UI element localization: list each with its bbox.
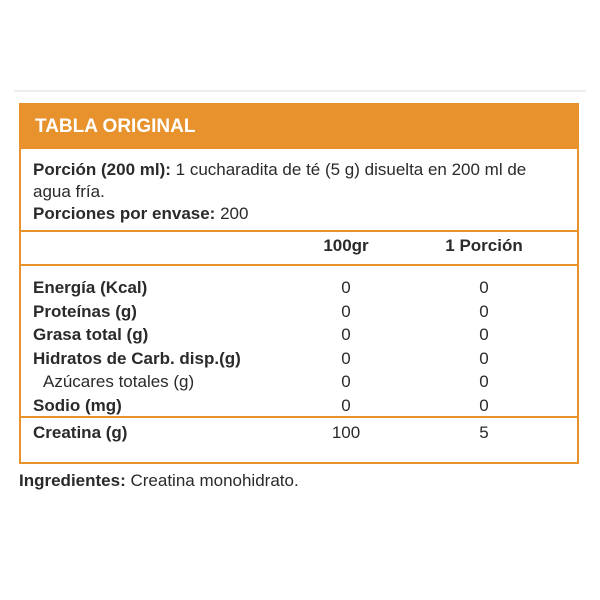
nutrient-value-100gr: 0 [341, 325, 351, 344]
nutrient-value-100gr: 0 [341, 348, 351, 368]
creatina-value-100gr: 100 [331, 423, 361, 442]
servings-value: 200 [215, 204, 249, 223]
column-header-row [21, 232, 577, 266]
nutrient-value-portion: 0 [479, 348, 489, 368]
portion-line [33, 159, 565, 181]
column-header-portion: 1 Porción [445, 236, 523, 255]
portion-text: 1 cucharadita de té (5 g) disuelta en 200 ml de [170, 160, 527, 179]
nutrient-label: Proteínas (g) [33, 301, 137, 321]
nutrient-value-portion: 0 [479, 278, 489, 297]
table-row [21, 300, 577, 324]
nutrient-value-100gr: 0 [341, 278, 351, 297]
table-row [21, 347, 577, 371]
creatina-row [21, 418, 577, 448]
creatina-value-portion: 5 [479, 423, 489, 442]
column-header-100gr: 100gr [323, 236, 369, 255]
table-row [21, 323, 577, 347]
nutrient-value-portion: 0 [479, 372, 489, 391]
nutrient-label: Hidratos de Carb. disp.(g) [33, 348, 241, 368]
ingredients-label: Ingredientes: [19, 471, 126, 490]
top-divider [14, 90, 586, 92]
creatina-label: Creatina (g) [33, 423, 128, 442]
nutrient-label: Sodio (mg) [33, 395, 122, 415]
table-row [21, 276, 577, 300]
nutrient-value-100gr: 0 [341, 301, 351, 321]
table-row [21, 394, 577, 418]
table-header: TABLA ORIGINAL [21, 105, 577, 149]
nutrient-value-100gr: 0 [341, 372, 351, 391]
nutrient-sublabel: Azúcares totales (g) [43, 372, 195, 391]
nutrient-label: Energía (Kcal) [33, 278, 148, 297]
servings-line [33, 203, 565, 225]
nutrient-value-portion: 0 [479, 301, 489, 321]
table-row [21, 370, 577, 394]
portion-label: Porción (200 ml): [33, 160, 171, 179]
nutrient-list [21, 266, 577, 418]
nutrient-value-portion: 0 [479, 325, 489, 344]
servings-label: Porciones por envase: [33, 204, 216, 223]
nutrient-value-100gr: 0 [341, 395, 351, 415]
nutrient-label: Grasa total (g) [33, 325, 149, 344]
nutrient-value-portion: 0 [479, 395, 489, 415]
portion-text-continued: agua fría. [33, 182, 105, 201]
nutrition-table [19, 103, 579, 464]
portion-info [21, 149, 577, 232]
ingredients-text: Creatina monohidrato. [125, 471, 299, 490]
ingredients-line [19, 470, 299, 492]
